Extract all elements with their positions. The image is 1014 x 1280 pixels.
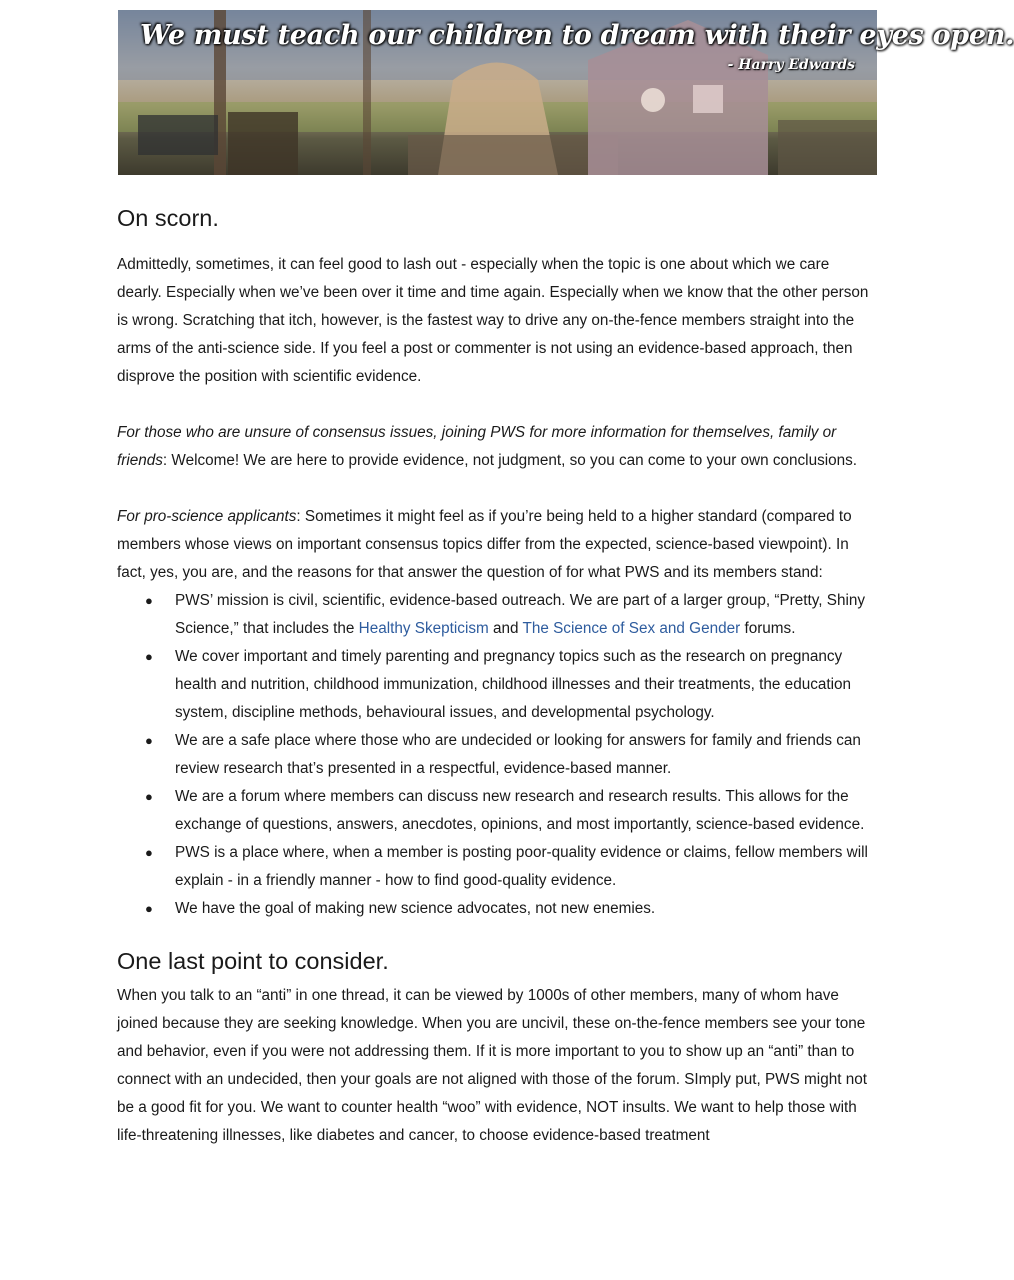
list-item: ● PWS is a place where, when a member is posting poor-quality evidence or claims, fellow members will explain - in a friendly manner - how to find good-quality evidence. [117, 839, 877, 895]
paragraph-scorn-intro: Admittedly, sometimes, it can feel good to lash out - especially when the topic is one about which we care dearly. Especially when we’ve been over it time and time again. Especially when we know that the other person is wrong. Scratching that itch, however, is the fastest way to drive any on-the-fence members straight into the arms of the anti-science side. If you feel a post or commenter is not using an evidence-based approach, then disprove the position with scientific evidence. [117, 256, 869, 385]
banner-quote: We must teach our children to dream with their eyes open. [140, 20, 1014, 51]
list-item: ● We have the goal of making new science advocates, not new enemies. [117, 895, 877, 923]
paragraph-last-point: When you talk to an “anti” in one thread, it can be viewed by 1000s of other members, many of whom have joined because they are seeking knowledge. When you are uncivil, these on-the-fence members see your tone and behavior, even if you were not addressing them. If it is more important to you to show up an “anti” than to connect with an undecided, then your goals are not aligned with those of the forum. SImply put, PWS might not be a good fit for you. We want to counter health “woo” with evidence, NOT insults. We want to help those with life-threatening illnesses, like diabetes and cancer, to choose evidence-based treatment [117, 987, 867, 1144]
italic-lead-pro-science: For pro-science applicants [117, 508, 297, 525]
pws-values-list [117, 587, 877, 923]
list-item [117, 587, 877, 643]
header-banner-image [118, 10, 1014, 175]
banner-quote-author: - Harry Edwards [727, 57, 855, 73]
link-science-of-sex-and-gender[interactable]: The Science of Sex and Gender [522, 620, 741, 637]
paragraph-unsure-text: : Welcome! We are here to provide evidence, not judgment, so you can come to your own conclusions. [162, 452, 858, 469]
list-item: ● We cover important and timely parenting and pregnancy topics such as the research on pregnancy health and nutrition, childhood immunization, childhood illnesses and their treatments, the education system, discipline methods, behavioural issues, and developmental psychology. [117, 643, 877, 727]
paragraph-pro-science [117, 503, 877, 587]
list-item: ● We are a forum where members can discuss new research and research results. This allows for the exchange of questions, answers, anecdotes, opinions, and most importantly, science-based evidence. [117, 783, 877, 839]
list-item-text: and [488, 620, 523, 637]
list-item: ● We are a safe place where those who are undecided or looking for answers for family and friends can review research that’s presented in a respectful, evidence-based manner. [117, 727, 877, 783]
section-heading-on-scorn: On scorn. [117, 205, 219, 231]
paragraph-unsure-members [117, 419, 877, 475]
document-body [117, 198, 877, 1150]
link-healthy-skepticism[interactable]: Healthy Skepticism [358, 620, 489, 637]
paragraph-pro-science-text: : Sometimes it might feel as if you’re being held to a higher standard (compared to members whose views on important consensus topics differ from the expected, science-based viewpoint). In fact, yes, you are, and the reasons for that answer the question of for what PWS and its members stand: [117, 508, 852, 581]
section-heading-last-point: One last point to consider. [117, 948, 389, 974]
italic-lead-unsure: For those who are unsure of consensus issues, joining PWS for more information for themselves, family or friends [117, 424, 837, 469]
list-item-text: PWS’ mission is civil, scientific, evidence-based outreach. We are part of a larger group, “Pretty, Shiny Science,” that includes the [175, 592, 866, 637]
list-item-text: forums. [740, 620, 796, 637]
